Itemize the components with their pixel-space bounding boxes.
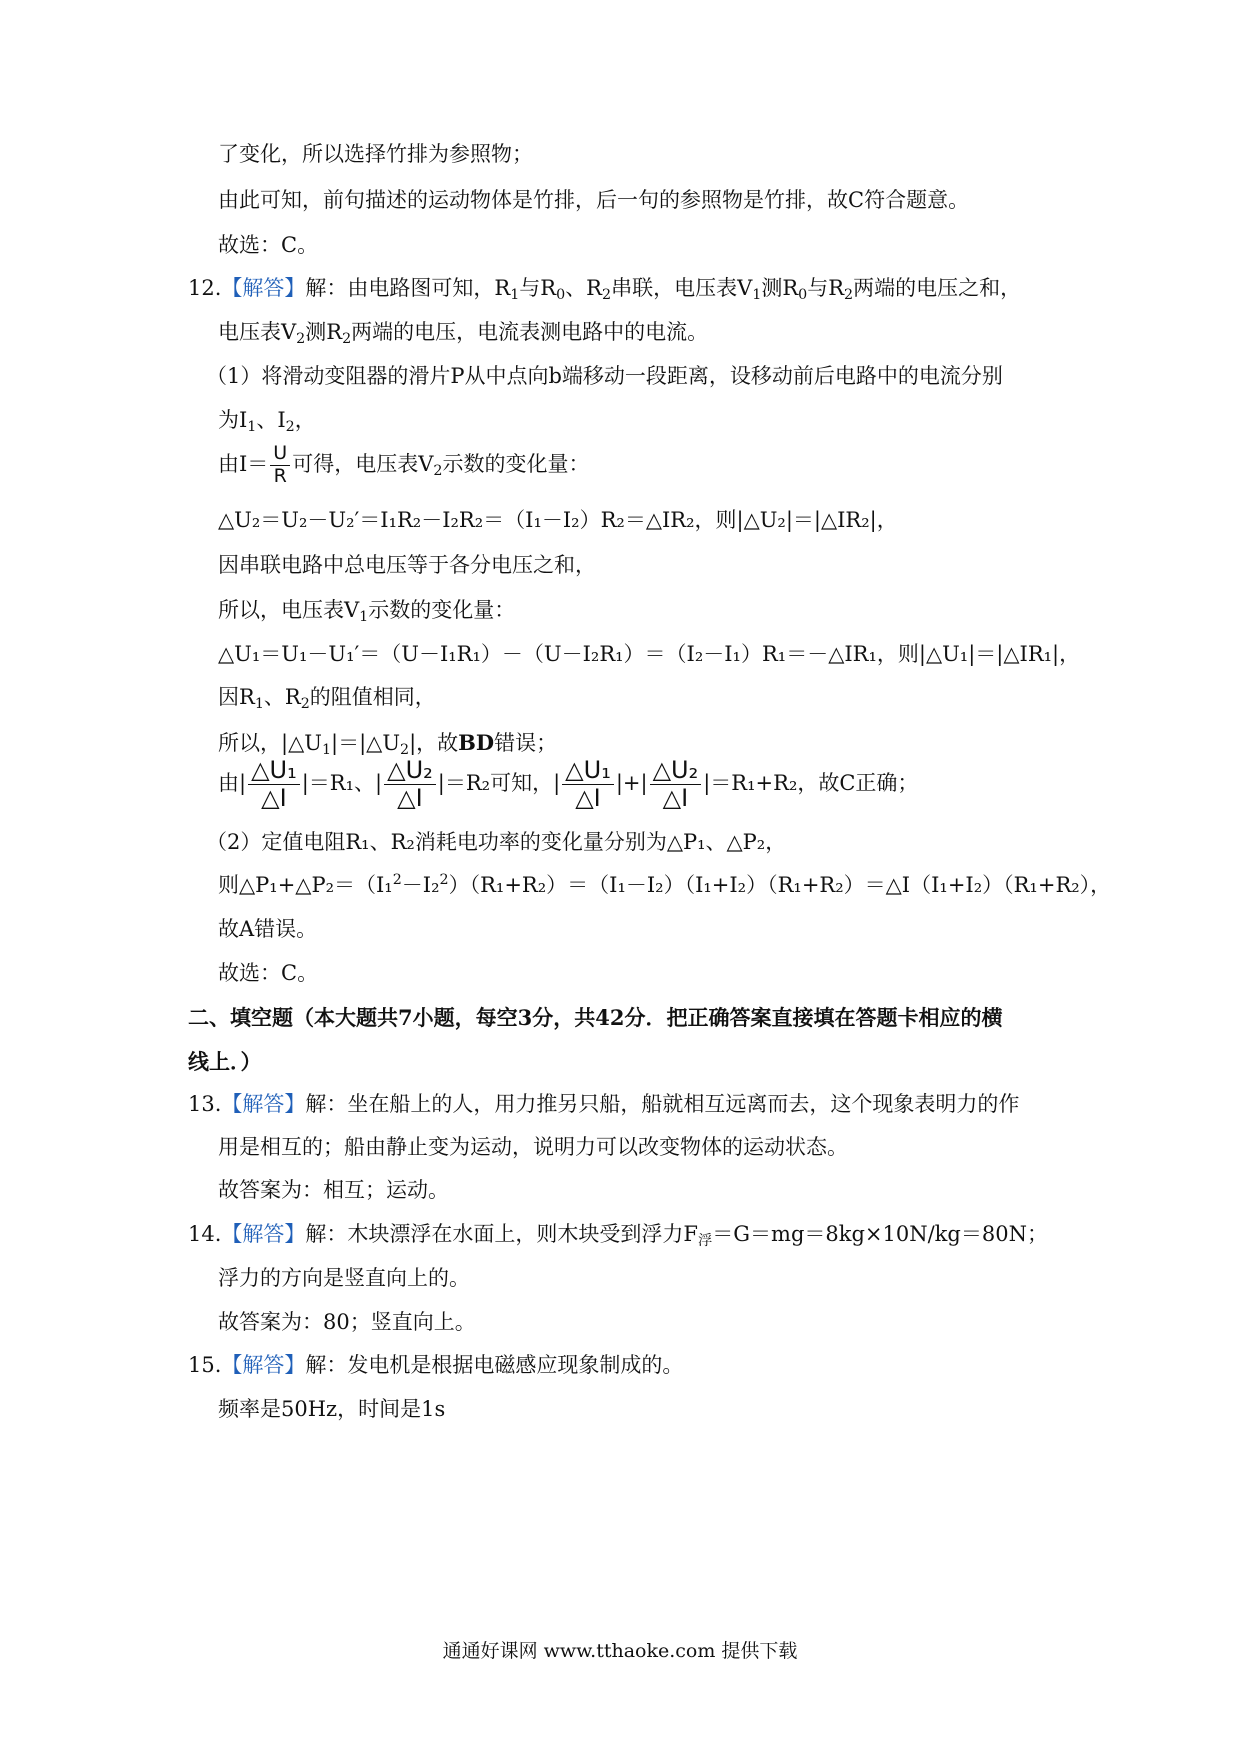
text-line: 因串联电路中总电压等于各分电压之和，	[218, 553, 596, 577]
text-line: 所以，电压表$V_1$示数的变化量：	[218, 598, 516, 625]
text-line: 电压表$V_2$测$R_2$两端的电压，电流表测电路中的电流。	[218, 320, 709, 347]
fraction-du1-over-di: $\frac{\text{△U₁}}{\triangle I}$	[562, 758, 614, 811]
text-line: 浮力的方向是竖直向上的。	[218, 1266, 470, 1290]
text-line: 用是相互的；船由静止变为运动，说明力可以改变物体的运动状态。	[218, 1135, 848, 1159]
text-line: 故选：C。	[218, 961, 319, 985]
question-14: 14.【解答】解：木块漂浮在水面上，则木块受到浮力$F_浮=G=mg=8kg\times 10N/kg=80N$；	[188, 1222, 1048, 1249]
equation-line: 由| $\frac{\text{△U₁}}{\triangle I}$ |＝R₁、| $\frac{\text{△U₂}}{\triangle I}$ |＝R₂可知，| $\frac{\text{△U₁}}{\triangle I}$ |+| $\frac{\text{△U₂}}{\triangle I}$ |＝R₁+R₂，故C正确；	[218, 756, 919, 813]
text-line: 故答案为：80；竖直向上。	[218, 1310, 476, 1334]
question-number: 15.	[188, 1353, 222, 1377]
fraction-u-over-r: $\frac{U}{R}$	[270, 444, 290, 487]
question-number: 14.	[188, 1222, 222, 1246]
answer-tag: 【解答】	[221, 1222, 306, 1246]
text-line: 所以，$|\triangle U_1|=|\triangle U_2|$，故BD错误；	[218, 730, 558, 758]
section-heading: 二、填空题（本大题共7小题，每空3分，共42分．把正确答案直接填在答题卡相应的横	[188, 1005, 1003, 1030]
question-number: 12.	[188, 276, 222, 300]
fraction-du2-over-di: $\frac{\text{△U₂}}{\triangle I}$	[384, 758, 436, 811]
text-line: 故选：C。	[218, 233, 319, 257]
text-line: 为$I_1$、$I_2$，	[218, 408, 316, 435]
fraction-du2-over-di: $\frac{\text{△U₂}}{\triangle I}$	[650, 758, 702, 811]
fraction-du1-over-di: $\frac{\text{△U₁}}{\triangle I}$	[248, 758, 300, 811]
answer-tag: 【解答】	[221, 1092, 306, 1116]
question-15: 15.【解答】解：发电机是根据电磁感应现象制成的。	[188, 1353, 684, 1377]
question-12: 12.【解答】解：由电路图可知，$R_1$与$R_0$、$R_2$串联，电压表$V_1$测$R_0$与$R_2$两端的电压之和，	[188, 276, 1022, 303]
answer-tag: 【解答】	[221, 276, 306, 300]
text-line: 故答案为：相互；运动。	[218, 1178, 449, 1202]
text-line: 了变化，所以选择竹排为参照物；	[218, 142, 533, 166]
text-line: 由I＝ $\frac{U}{R}$ 可得，电压表$V_2$示数的变化量：	[218, 442, 590, 487]
text-line: 因$R_1$、$R_2$的阻值相同，	[218, 685, 436, 712]
section-heading: 线上．）	[188, 1049, 262, 1074]
text-line: （2）定值电阻R₁、R₂消耗电功率的变化量分别为△P₁、△P₂，	[206, 830, 787, 854]
page-footer: 通通好课网 www.tthaoke.com 提供下载	[442, 1640, 798, 1662]
text-line: 由此可知，前句描述的运动物体是竹排，后一句的参照物是竹排，故C符合题意。	[218, 188, 970, 212]
question-number: 13.	[188, 1092, 222, 1116]
equation-line: △U₂＝U₂－U₂′＝I₁R₂－I₂R₂＝（I₁－I₂）R₂＝△IR₂，则|△U₂|＝|△IR₂|，	[218, 508, 898, 532]
text-line: 频率是50Hz，时间是1s	[218, 1397, 446, 1421]
question-13: 13.【解答】解：坐在船上的人，用力推另只船，船就相互远离而去，这个现象表明力的作	[188, 1092, 1020, 1116]
answer-tag: 【解答】	[221, 1353, 306, 1377]
text-line: 故A错误。	[218, 917, 318, 941]
equation-line: △U₁＝U₁－U₁′＝（U－I₁R₁）－（U－I₂R₁）＝（I₂－I₁）R₁＝－△IR₁，则|△U₁|＝|△IR₁|，	[218, 642, 1081, 666]
equation-line: 则△P₁+△P₂＝（I₁$^2$－I₂$^2$）（R₁+R₂）＝（I₁－I₂）（I₁+I₂）（R₁+R₂）＝△I（I₁+I₂）（R₁+R₂），	[218, 872, 1112, 897]
text-line: （1）将滑动变阻器的滑片P从中点向b端移动一段距离，设移动前后电路中的电流分别	[206, 364, 1003, 388]
